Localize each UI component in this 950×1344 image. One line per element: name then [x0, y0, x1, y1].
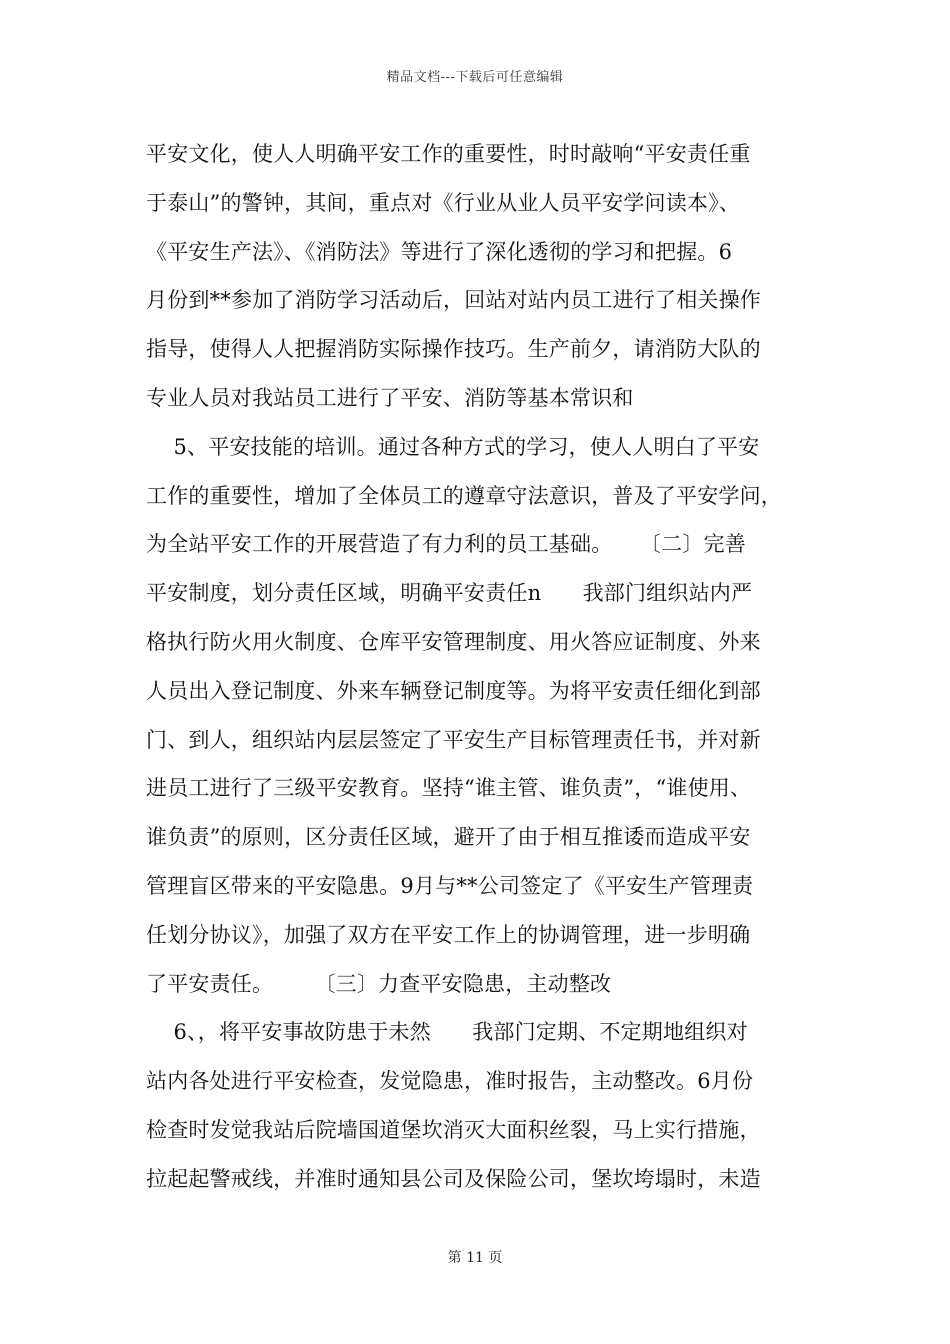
text-line-20: 站内各处进行平安检查，发觉隐患，准时报告，主动整改。6月份: [146, 1069, 754, 1094]
text-line-1: 平安文化，使人人明确平安工作的重要性，时时敲响“平安责任重: [146, 142, 751, 166]
text-line-4: 月份到**参加了消防学习活动后，回站对站内员工进行了相关操作: [146, 288, 761, 313]
text-line-13: 门、到人，组织站内层层签定了平安生产目标管理责任书，并对新: [146, 727, 761, 752]
text-line-8: 工作的重要性，增加了全体员工的遵章守法意识，普及了平安学问，: [146, 483, 782, 508]
text-line-2: 于泰山”的警钟，其间，重点对《行业从业人员平安学问读本》、: [146, 190, 741, 215]
text-line-7: 5、平安技能的培训。通过各种方式的学习，使人人明白了平安: [146, 434, 760, 459]
text-line-11: 格执行防火用火制度、仓库平安管理制度、用火答应证制度、外来: [146, 629, 761, 654]
text-line-6: 专业人员对我站员工进行了平安、消防等基本常识和: [146, 385, 634, 410]
text-line-5: 指导，使得人人把握消防实际操作技巧。生产前夕，请消防大队的: [146, 337, 761, 362]
text-line-16: 管理盲区带来的平安隐患。9月与**公司签定了《平安生产管理责: [146, 873, 754, 898]
text-line-14: 进员工进行了三级平安教育。坚持“谁主管、谁负责”，“谁使用、: [146, 776, 752, 801]
text-line-17: 任划分协议》，加强了双方在平安工作上的协调管理，进一步明确: [146, 922, 751, 947]
text-line-15: 谁负责”的原则，区分责任区域，避开了由于相互推诿而造成平安: [146, 825, 751, 850]
page-number: 第 11 页: [447, 1250, 503, 1266]
text-line-3: 《平安生产法》、《消防法》等进行了深化透彻的学习和把握。6: [146, 239, 733, 264]
text-line-22: 拉起起警戒线，并准时通知县公司及保险公司，堡坎垮塌时，未造: [146, 1166, 761, 1191]
page-header: 精品文档---下载后可任意编辑: [386, 70, 564, 85]
text-line-10: 平安制度，划分责任区域，明确平安责任n 我部门组织站内严: [146, 581, 753, 606]
text-line-18: 了平安责任。 〔三〕力查平安隐患，主动整改: [146, 971, 612, 996]
text-line-19: 6、，将平安事故防患于未然 我部门定期、不定期地组织对: [146, 1020, 748, 1045]
text-line-12: 人员出入登记制度、外来车辆登记制度等。为将平安责任细化到部: [146, 678, 761, 703]
text-line-9: 为全站平安工作的开展营造了有力利的员工基础。 〔二〕完善: [146, 532, 746, 557]
text-line-21: 检查时发觉我站后院墙国道堡坎消灭大面积丝裂，马上实行措施，: [146, 1117, 761, 1142]
document-body: [146, 130, 826, 1204]
